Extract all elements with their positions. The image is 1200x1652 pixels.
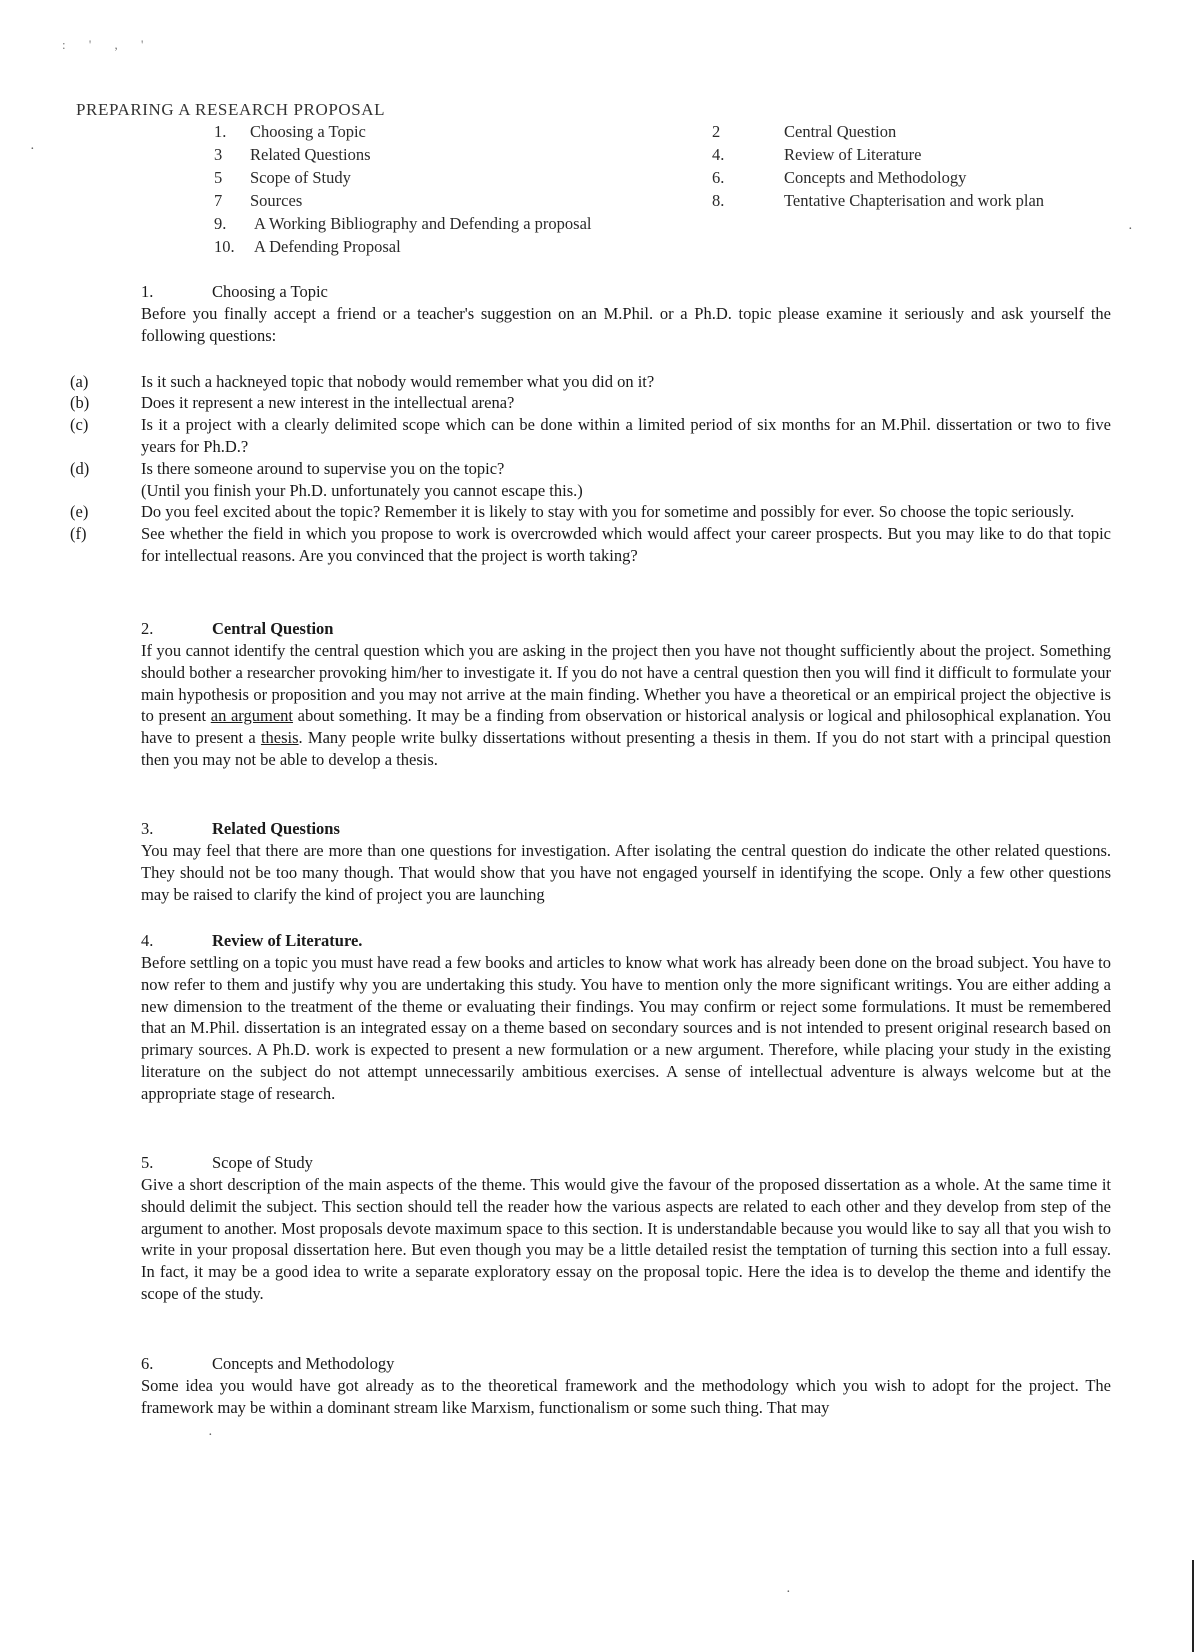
list-item xyxy=(0,458,1111,480)
section-heading xyxy=(0,1353,1200,1375)
list-item-text: Is it such a hackneyed topic that nobody would remember what you did on it? xyxy=(141,371,655,391)
list-item-note: (Until you finish your Ph.D. unfortunately you cannot escape this.) xyxy=(141,480,583,500)
toc-item-label: Sources xyxy=(250,191,303,210)
section-title: Central Question xyxy=(212,619,334,638)
section-title: Review of Literature. xyxy=(212,931,363,950)
toc-row xyxy=(0,145,1200,168)
section-title: Concepts and Methodology xyxy=(212,1354,395,1373)
toc-row xyxy=(0,237,1200,260)
scan-speck: · xyxy=(1128,222,1133,237)
section-number: 5. xyxy=(141,1153,154,1172)
section-heading xyxy=(0,1152,1200,1174)
list-item xyxy=(0,392,1111,414)
paragraph-text: about something. It may be a finding from observation or historical analysis or logical and philosophical explanation. You have to present a xyxy=(141,706,1112,748)
toc-item-number: 4. xyxy=(712,145,725,164)
paragraph-text: If you cannot identify the central question which you are asking in the project then you have not thought sufficiently about the project. Something should bother a researcher provoking him/her to investigate it. If you do not have a central question then you will find it difficult to formulate your main hypothesis or proposition and you may not arrive at the main finding. Whether you have a theoretical or an empirical project the objective is to present xyxy=(141,641,1111,726)
underlined-term: thesis xyxy=(260,728,299,748)
toc-row xyxy=(0,191,1200,214)
toc-item-label: Related Questions xyxy=(250,145,371,164)
list-marker: (c) xyxy=(70,415,89,435)
paragraph-text: . Many people write bulky dissertations without presenting a thesis in them. If you do not start with a principal question then you may not be able to develop a thesis. xyxy=(141,728,1112,769)
section-review-of-literature xyxy=(0,930,1200,1105)
section-heading xyxy=(0,818,1200,840)
section-heading xyxy=(0,618,1200,640)
list-item-text: Does it represent a new interest in the intellectual arena? xyxy=(141,393,515,413)
section-heading xyxy=(0,930,1200,952)
section-number: 4. xyxy=(141,931,154,950)
scan-speck: · xyxy=(208,1428,213,1443)
toc-item-number: 7 xyxy=(214,191,223,210)
section-number: 1. xyxy=(141,282,154,301)
section-paragraph: Before you finally accept a friend or a teacher's suggestion on an M.Phil. or a Ph.D. topic please examine it seriously and ask yourself the following questions: xyxy=(141,304,1111,345)
table-of-contents xyxy=(0,122,1200,260)
section-paragraph: Give a short description of the main aspects of the theme. This would give the favour of the proposed dissertation as a whole. At the same time it should delimit the subject. This section should tell the reader how the various aspects are related to each other and they develop from step of the argument to another. Most proposals devote maximum space to this section. It is understandable because you would like to say all that you wish to write in your proposal dissertation here. But even though you may be a little detailed resist the temptation of turning this section into a full essay. In fact, it may be a good idea to write a separate exploratory essay on the proposal topic. Here the idea is to develop the theme and identify the scope of the study. xyxy=(141,1175,1111,1303)
scan-specks: : ' , ' xyxy=(62,37,154,52)
section-related-questions xyxy=(0,818,1200,905)
toc-item-label: Choosing a Topic xyxy=(250,122,366,141)
section-concepts-and-methodology xyxy=(0,1353,1200,1419)
section-choosing-a-topic xyxy=(0,281,1200,567)
toc-item-number: 10. xyxy=(214,237,235,256)
section-heading xyxy=(0,281,1200,303)
list-item xyxy=(0,371,1111,393)
section-title: Choosing a Topic xyxy=(212,282,328,301)
toc-item-number: 2 xyxy=(712,122,721,141)
list-item-text: Is there someone around to supervise you on the topic? xyxy=(141,458,505,478)
toc-item-label: Review of Literature xyxy=(784,145,922,164)
toc-item-number: 3 xyxy=(214,145,223,164)
scan-speck: · xyxy=(30,142,35,157)
section-paragraph: You may feel that there are more than one questions for investigation. After isolating the central question do indicate the other related questions. They should not be too many though. That would show that you have not engaged yourself in identifying the scope. Only a few other questions may be raised to clarify the kind of project you are launching xyxy=(141,841,1111,904)
scan-speck: · xyxy=(786,1585,791,1600)
document-title: PREPARING A RESEARCH PROPOSAL xyxy=(76,100,386,119)
section-title: Related Questions xyxy=(212,819,340,838)
section-title: Scope of Study xyxy=(212,1153,313,1172)
toc-item-number: 9. xyxy=(214,214,227,233)
section-number: 3. xyxy=(141,819,154,838)
list-item xyxy=(0,501,1111,523)
list-marker: (e) xyxy=(70,502,89,522)
toc-row xyxy=(0,214,1200,237)
scan-edge-line xyxy=(1192,1560,1194,1652)
section-central-question xyxy=(0,618,1200,771)
list-marker: (a) xyxy=(70,371,89,391)
spacer xyxy=(0,347,1200,371)
section-scope-of-study xyxy=(0,1152,1200,1305)
section-paragraph: Before settling on a topic you must have read a few books and articles to know what work has already been done on the broad subject. You have to now refer to them and justify why you are undertaking this study. You have to mention only the more significant writings. You are either adding a new dimension to the treatment of the theme or evaluating their findings. You may confirm or reject some formulations. It must be remembered that an M.Phil. dissertation is an integrated essay on a theme based on secondary sources and is not intended to present original research based on primary sources. A Ph.D. work is expected to present a new formulation or a new argument. Therefore, while placing your study in the existing literature on the subject do not attempt unnecessarily ambitious exercises. A sense of intellectual adventure is always welcome but at the appropriate stage of research. xyxy=(141,953,1111,1103)
toc-item-label: Tentative Chapterisation and work plan xyxy=(784,191,1045,210)
toc-item-number: 6. xyxy=(712,168,725,187)
list-item-text: See whether the field in which you propose to work is overcrowded which would affect your career prospects. But you may like to do that topic for intellectual reasons. Are you convinced that the project is worth taking? xyxy=(141,524,1111,565)
list-marker: (d) xyxy=(70,458,90,478)
toc-item-label: Scope of Study xyxy=(250,168,351,187)
toc-item-label: Central Question xyxy=(784,122,897,141)
toc-item-label: A Working Bibliography and Defending a proposal xyxy=(254,214,592,233)
list-item-text: Do you feel excited about the topic? Remember it is likely to stay with you for sometime and possibly for ever. So choose the topic seriously. xyxy=(141,502,1075,522)
list-marker: (f) xyxy=(70,524,87,544)
section-number: 6. xyxy=(141,1354,154,1373)
toc-item-number: 8. xyxy=(712,191,725,210)
toc-item-number: 1. xyxy=(214,122,227,141)
list-item xyxy=(0,414,1111,458)
list-item xyxy=(0,523,1111,567)
list-item-text: Is it a project with a clearly delimited scope which can be done within a limited period of six months for an M.Phil. dissertation or two to five years for Ph.D.? xyxy=(141,415,1111,456)
list-marker: (b) xyxy=(70,393,90,413)
section-number: 2. xyxy=(141,619,154,638)
toc-row xyxy=(0,122,1200,145)
toc-row xyxy=(0,168,1200,191)
toc-item-label: Concepts and Methodology xyxy=(784,168,967,187)
underlined-term: an argument xyxy=(210,706,293,726)
section-paragraph: Some idea you would have got already as to the theoretical framework and the methodology which you wish to adopt for the project. The framework may be within a dominant stream like Marxism, functionalism or some such thing. That may xyxy=(141,1376,1111,1417)
toc-item-label: A Defending Proposal xyxy=(254,237,401,256)
question-list xyxy=(0,371,1200,567)
section-paragraph xyxy=(0,640,1111,771)
toc-item-number: 5 xyxy=(214,168,223,187)
